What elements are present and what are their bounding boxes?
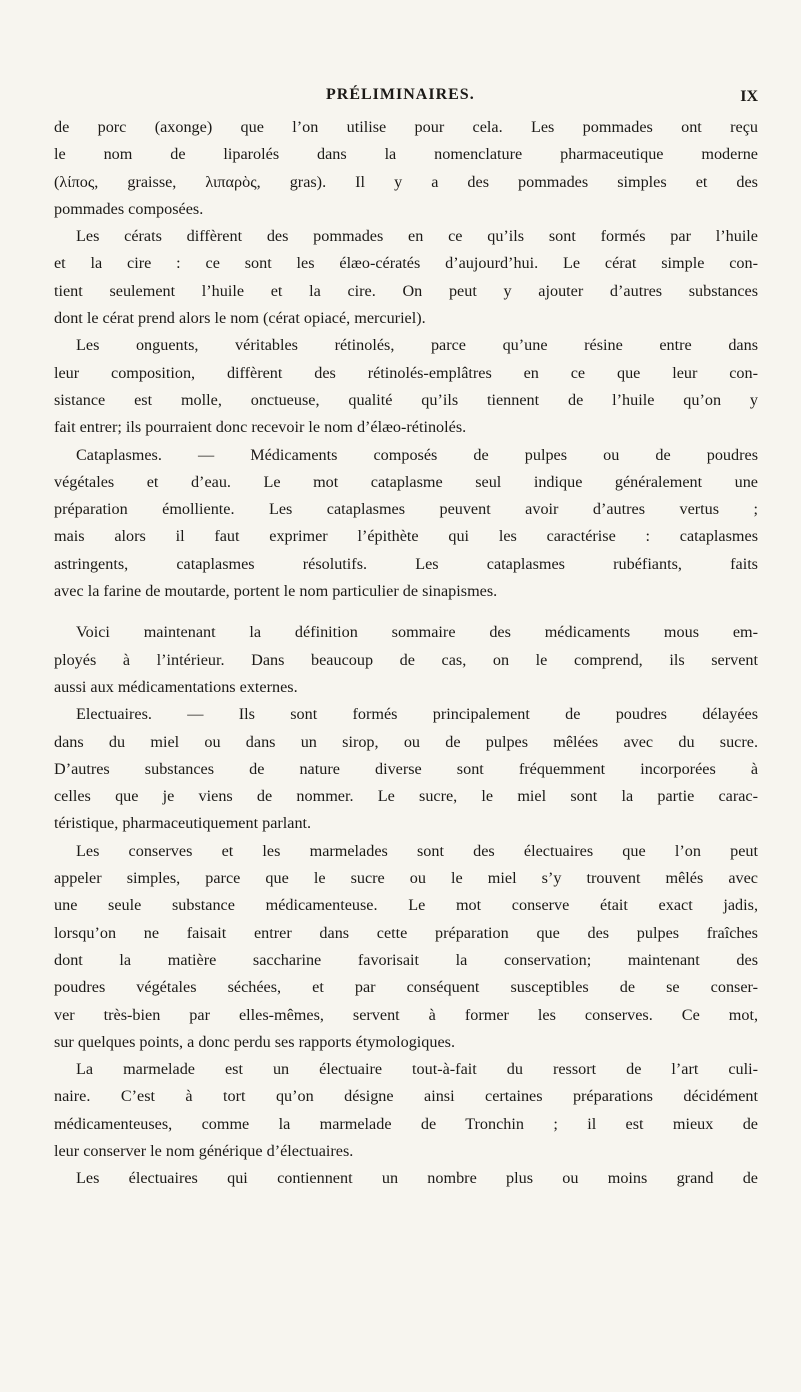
text-line: végétales et d’eau. Le mot cataplasme seul indique généralement une xyxy=(54,472,758,491)
text-line: sur quelques points, a donc perdu ses rapports étymologiques. xyxy=(54,1032,456,1051)
text-line: Cataplasmes. — Médicaments composés de pulpes ou de poudres xyxy=(76,445,758,464)
text-line: leur composition, diffèrent des rétinolés-emplâtres en ce que leur con- xyxy=(54,363,758,382)
text-line: appeler simples, parce que le sucre ou le miel s’y trouvent mêlés avec xyxy=(54,869,758,888)
running-title: PRÉLIMINAIRES. xyxy=(326,86,475,103)
text-line: dont le cérat prend alors le nom (cérat opiacé, mercuriel). xyxy=(54,309,426,328)
text-line: D’autres substances de nature diverse sont fréquemment incorporées à xyxy=(54,759,758,778)
text-line: celles que je viens de nommer. Le sucre, le miel sont la partie carac- xyxy=(54,787,758,806)
text-line: préparation émolliente. Les cataplasmes peuvent avoir d’autres vertus ; xyxy=(54,500,758,519)
text-line: Voici maintenant la définition sommaire des médicaments mous em- xyxy=(76,623,758,642)
text-line: lorsqu’on ne faisait entrer dans cette préparation que des pulpes fraîches xyxy=(54,923,758,942)
text-line: tient seulement l’huile et la cire. On peut y ajouter d’autres substances xyxy=(54,281,758,300)
text-line: Electuaires. — Ils sont formés principalement de poudres délayées xyxy=(76,705,758,724)
text-line: ver très-bien par elles-mêmes, servent à former les conserves. Ce mot, xyxy=(54,1005,758,1024)
text-line: Les conserves et les marmelades sont des électuaires que l’on peut xyxy=(76,841,758,860)
text-line: poudres végétales séchées, et par conséquent susceptibles de se conser- xyxy=(54,978,758,997)
text-line: téristique, pharmaceutiquement parlant. xyxy=(54,814,312,833)
text-line: dans du miel ou dans un sirop, ou de pulpes mêlées avec du sucre. xyxy=(54,732,758,751)
text-line: sistance est molle, onctueuse, qualité qu’ils tiennent de l’huile qu’on y xyxy=(54,390,758,409)
text-line: Les cérats diffèrent des pommades en ce qu’ils sont formés par l’huile xyxy=(76,227,758,246)
text-line: leur conserver le nom générique d’électuaires. xyxy=(54,1141,354,1160)
text-line: dont la matière saccharine favorisait la conservation; maintenant des xyxy=(54,950,758,969)
paragraph-gap xyxy=(54,605,758,619)
text-line: aussi aux médicamentations externes. xyxy=(54,677,298,696)
page-number: IX xyxy=(740,88,758,105)
text-line: et la cire : ce sont les élæo-cératés d’aujourd’hui. Le cérat simple con- xyxy=(54,254,758,273)
running-head xyxy=(54,86,758,110)
body-text xyxy=(54,114,758,1193)
text-line: de porc (axonge) que l’on utilise pour cela. Les pommades ont reçu xyxy=(54,118,758,136)
text-line: mais alors il faut exprimer l’épithète qui les caractérise : cataplasmes xyxy=(54,527,758,546)
text-line: astringents, cataplasmes résolutifs. Les cataplasmes rubéfiants, faits xyxy=(54,554,758,573)
text-line: avec la farine de moutarde, portent le nom particulier de sinapismes. xyxy=(54,582,498,601)
text-line: fait entrer; ils pourraient donc recevoir le nom d’élæo-rétinolés. xyxy=(54,418,467,437)
text-line: (λίπος, graisse, λιπαρὸς, gras). Il y a des pommades simples et des xyxy=(54,172,758,191)
text-line: La marmelade est un électuaire tout-à-fait du ressort de l’art culi- xyxy=(76,1060,758,1079)
text-line: naire. C’est à tort qu’on désigne ainsi certaines préparations décidément xyxy=(54,1087,758,1106)
text-line: Les onguents, véritables rétinolés, parce qu’une résine entre dans xyxy=(76,336,758,355)
text-line: pommades composées. xyxy=(54,199,204,218)
text-line: Les électuaires qui contiennent un nombre plus ou moins grand de xyxy=(76,1169,758,1188)
text-line: une seule substance médicamenteuse. Le mot conserve était exact jadis, xyxy=(54,896,758,915)
text-line: médicamenteuses, comme la marmelade de Tronchin ; il est mieux de xyxy=(54,1114,758,1133)
text-line: le nom de liparolés dans la nomenclature pharmaceutique moderne xyxy=(54,145,758,164)
text-line: ployés à l’intérieur. Dans beaucoup de cas, on le comprend, ils servent xyxy=(54,650,758,669)
